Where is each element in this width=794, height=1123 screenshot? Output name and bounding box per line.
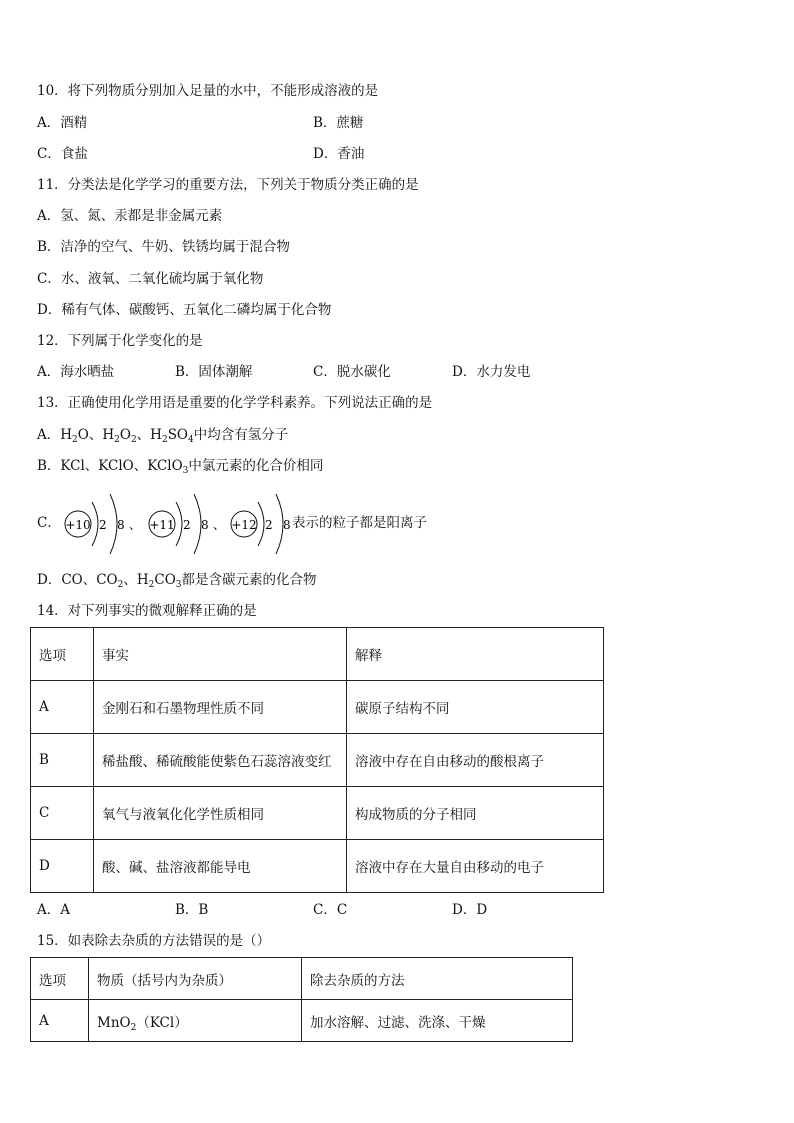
table-header-cell: 选项	[31, 628, 94, 681]
table-cell: 溶液中存在大量自由移动的电子	[347, 840, 604, 893]
table-row	[31, 840, 604, 893]
atom-diagram-magnesium	[228, 488, 294, 560]
atom-structure-diagram	[228, 488, 294, 564]
svg-text:8: 8	[117, 518, 125, 532]
q14-option-b: B．B	[175, 902, 209, 918]
table-cell: 碳原子结构不同	[347, 681, 604, 734]
svg-text:8: 8	[201, 518, 209, 532]
svg-text:2: 2	[265, 518, 273, 532]
q12-option-a: A．海水晒盐	[37, 364, 115, 380]
table-cell: B	[31, 734, 94, 787]
svg-text:2: 2	[183, 518, 191, 532]
table-row	[31, 1000, 573, 1042]
q15-table	[30, 957, 573, 1042]
q10-option-a: A．酒精	[37, 115, 88, 131]
table-cell: A	[31, 681, 94, 734]
svg-text:8: 8	[283, 518, 291, 532]
q13-option-d: D．CO、$CO_2$、$H_2CO_3$都是含碳元素的化合物	[37, 572, 317, 590]
table-cell: D	[31, 840, 94, 893]
svg-text:+11: +11	[149, 518, 175, 532]
svg-text:、: 、	[213, 518, 226, 532]
table-cell: 氧气与液氧化化学性质相同	[94, 787, 347, 840]
q14-option-d: D．D	[452, 902, 488, 918]
q14-option-c: C．C	[313, 902, 348, 918]
table-header-cell: 事实	[94, 628, 347, 681]
q11-option-d: D．稀有气体、碳酸钙、五氧化二磷均属于化合物	[37, 302, 332, 318]
atom-structure-diagram	[62, 488, 142, 564]
svg-text:+12: +12	[231, 518, 257, 532]
q11-option-b: B．洁净的空气、牛奶、铁锈均属于混合物	[37, 239, 290, 255]
table-cell: MnO$_2$（KCl）	[89, 1000, 302, 1042]
q13-option-b: B．KCl、KClO、KClO$_3$中氯元素的化合价相同	[37, 458, 324, 476]
table-cell: C	[31, 787, 94, 840]
table-cell: 构成物质的分子相同	[347, 787, 604, 840]
table-cell: A	[31, 1000, 89, 1042]
table-header-cell: 选项	[31, 958, 89, 1000]
table-cell: 金刚石和石墨物理性质不同	[94, 681, 347, 734]
atom-structure-diagram	[146, 488, 226, 564]
q12-option-d: D．水力发电	[452, 364, 531, 380]
q14-stem: 14．对下列事实的微观解释正确的是	[37, 603, 257, 619]
table-cell: 溶液中存在自由移动的酸根离子	[347, 734, 604, 787]
q13-option-a: A．$H_2O$、$H_2O_2$、$H_2SO_4$中均含有氢分子	[37, 427, 289, 445]
atom-diagram-sodium	[146, 488, 226, 560]
q11-stem: 11．分类法是化学学习的重要方法，下列关于物质分类正确的是	[37, 177, 419, 193]
q12-option-b: B．固体潮解	[175, 364, 253, 380]
table-cell: 酸、碱、盐溶液都能导电	[94, 840, 347, 893]
q11-option-c: C．水、液氧、二氧化硫均属于氧化物	[37, 271, 264, 287]
q11-option-a: A．氢、氮、汞都是非金属元素	[37, 208, 223, 224]
table-cell: 稀盐酸、稀硫酸能使紫色石蕊溶液变红	[94, 734, 347, 787]
q10-stem: 10．将下列物质分别加入足量的水中，不能形成溶液的是	[37, 83, 379, 99]
q14-table	[30, 627, 604, 893]
svg-text:2: 2	[99, 518, 107, 532]
table-row	[31, 734, 604, 787]
table-header-cell: 除去杂质的方法	[302, 958, 573, 1000]
table-header-row	[31, 628, 604, 681]
table-row	[31, 681, 604, 734]
q12-stem: 12．下列属于化学变化的是	[37, 333, 203, 349]
q10-option-c: C．食盐	[37, 146, 88, 162]
table-cell: 加水溶解、过滤、洗涤、干燥	[302, 1000, 573, 1042]
atom-diagram-neon	[62, 488, 142, 560]
q14-option-a: A．A	[37, 902, 70, 918]
table-header-cell: 物质（括号内为杂质）	[89, 958, 302, 1000]
q10-option-b: B．蔗糖	[313, 115, 364, 131]
q12-option-c: C．脱水碳化	[313, 364, 391, 380]
q13-stem: 13．正确使用化学用语是重要的化学学科素养。下列说法正确的是	[37, 395, 433, 411]
q10-option-d: D．香油	[313, 146, 365, 162]
q15-stem: 15．如表除去杂质的方法错误的是（）	[37, 933, 271, 949]
table-header-cell: 解释	[347, 628, 604, 681]
table-header-row	[31, 958, 573, 1000]
svg-text:+10: +10	[65, 518, 91, 532]
q13-option-c-label: C．	[37, 515, 61, 531]
svg-text:、: 、	[129, 518, 142, 532]
table-row	[31, 787, 604, 840]
q13-option-c-text: 表示的粒子都是阳离子	[292, 515, 427, 531]
